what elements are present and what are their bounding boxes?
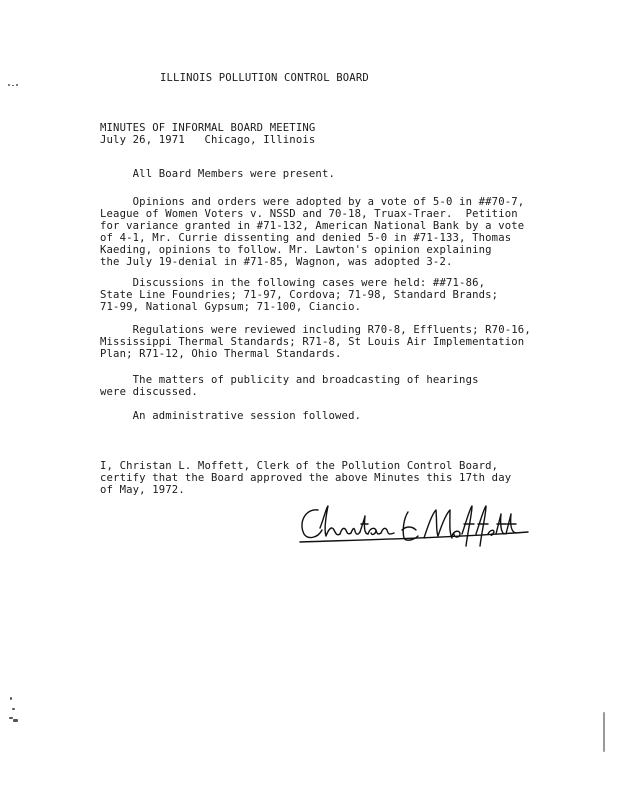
paragraph-line: The matters of publicity and broadcasting of hearings bbox=[100, 374, 479, 386]
paragraph-line: Mississippi Thermal Standards; R71-8, St Louis Air Implementation bbox=[100, 336, 525, 348]
scan-artifact bbox=[12, 708, 15, 710]
paragraph-line: Opinions and orders were adopted by a vote of 5-0 in ##70-7, bbox=[100, 196, 525, 208]
paragraph-line: All Board Members were present. bbox=[100, 168, 336, 180]
scan-artifact bbox=[10, 697, 12, 700]
paragraph-line: Regulations were reviewed including R70-8, Effluents; R70-16, bbox=[100, 324, 531, 336]
meeting-title: MINUTES OF INFORMAL BOARD MEETING bbox=[100, 122, 316, 134]
paragraph-line: Plan; R71-12, Ohio Thermal Standards. bbox=[100, 348, 342, 360]
paragraph-line: of 4-1, Mr. Currie dissenting and denied 5-0 in #71-133, Thomas bbox=[100, 232, 512, 244]
paragraph-line: were discussed. bbox=[100, 386, 198, 398]
scan-artifact bbox=[8, 84, 10, 86]
paragraph-line: League of Women Voters v. NSSD and 70-18, Truax-Traer. Petition bbox=[100, 208, 518, 220]
paragraph-line: Discussions in the following cases were held: ##71-86, bbox=[100, 277, 486, 289]
paragraph-line: the July 19-denial in #71-85, Wagnon, was adopted 3-2. bbox=[100, 256, 453, 268]
scan-artifact bbox=[603, 712, 605, 752]
certification-line: I, Christan L. Moffett, Clerk of the Pollution Control Board, bbox=[100, 460, 499, 472]
certification-line: of May, 1972. bbox=[100, 484, 185, 496]
paragraph-line: State Line Foundries; 71-97, Cordova; 71-98, Standard Brands; bbox=[100, 289, 499, 301]
paragraph-line: Kaeding, opinions to follow. Mr. Lawton's opinion explaining bbox=[100, 244, 492, 256]
scan-artifact bbox=[13, 719, 18, 722]
handwritten-signature bbox=[296, 500, 536, 550]
meeting-date-location: July 26, 1971 Chicago, Illinois bbox=[100, 134, 316, 146]
paragraph-line: 71-99, National Gypsum; 71-100, Ciancio. bbox=[100, 301, 362, 313]
document-header: ILLINOIS POLLUTION CONTROL BOARD bbox=[160, 72, 369, 84]
scan-artifact bbox=[12, 85, 14, 86]
paragraph-line: for variance granted in #71-132, American National Bank by a vote bbox=[100, 220, 525, 232]
paragraph-line: An administrative session followed. bbox=[100, 410, 362, 422]
scan-artifact bbox=[16, 84, 18, 86]
certification-line: certify that the Board approved the above Minutes this 17th day bbox=[100, 472, 512, 484]
